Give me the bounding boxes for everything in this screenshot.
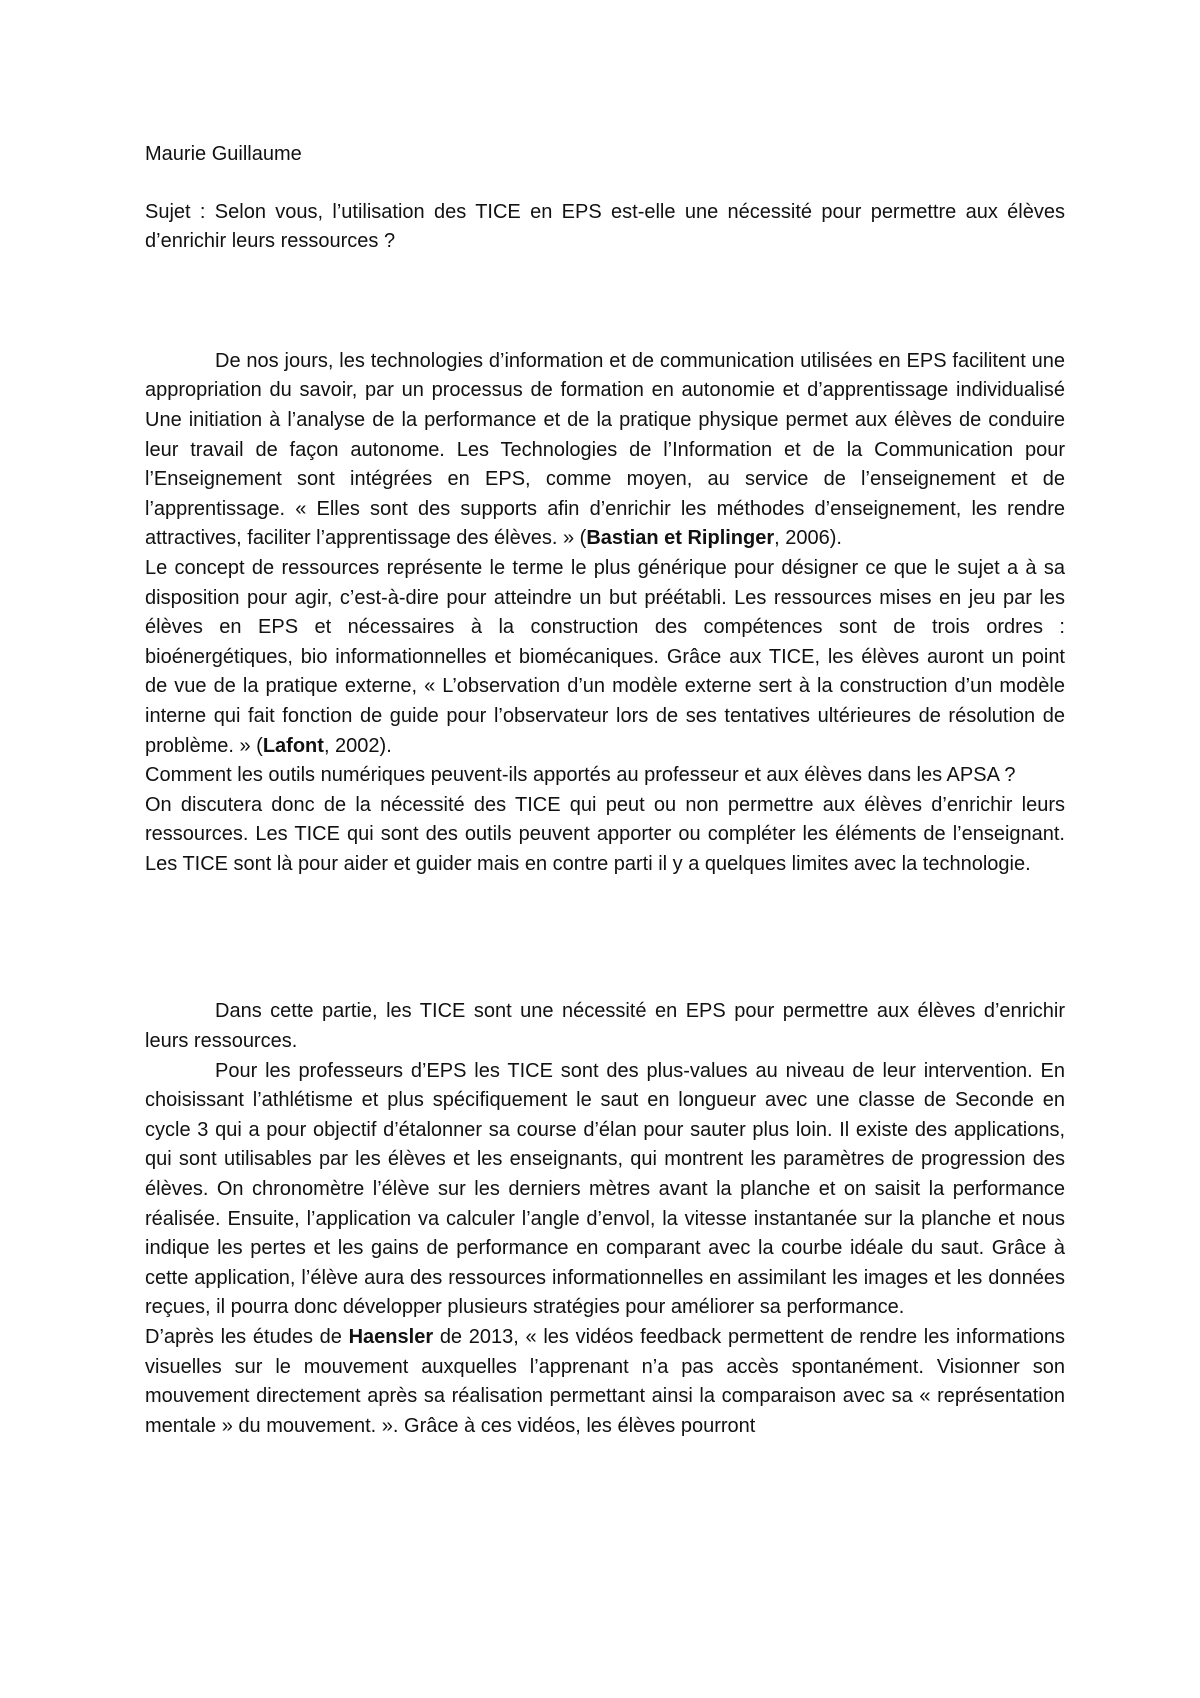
section-paragraph-haensler (145, 1323, 1065, 1441)
citation-lafont: Lafont (262, 734, 324, 757)
citation-bastian-riplinger: Bastian et Riplinger (586, 527, 775, 550)
spacer (145, 879, 1065, 997)
intro-text-2b: , 2002). (323, 734, 392, 757)
intro-announcement: On discutera donc de la nécessité des TICE qui peut ou non permettre aux élèves d’enrichir leurs ressources. Les TICE qui sont des outils peuvent apporter ou compléter les éléments de l’enseignant. Les TICE sont là pour aider et guider mais en contre parti il y a quelques limites avec la technologie. (145, 793, 1065, 875)
author-name: Maurie Guillaume (145, 143, 302, 165)
citation-haensler: Haensler (348, 1326, 434, 1348)
intro-problematic: Comment les outils numériques peuvent-ils apportés au professeur et aux élèves dans les APSA ? (145, 764, 1016, 787)
section-text-3a: D’après les études de (145, 1326, 349, 1348)
intro-paragraph-2 (145, 554, 1065, 761)
intro-text-1a: De nos jours, les technologies d’information et de communication utilisées en EPS facilitent une appropriation du savoir, par un processus de formation en autonomie et d’apprentissage individualisé Une initiation à l’analyse de la performance et de la pratique physique permet aux élèves de conduire leur travail de façon autonome. Les Technologies de l’Information et de la Communication pour l’Enseignement sont intégrées en EPS, comme moyen, au service de l’enseignement et de l’apprentissage. « Elles sont des supports afin d’enrichir les méthodes d’enseignement, les rendre attractives, faciliter l’apprentissage des élèves. » ( (145, 349, 1065, 550)
essay-subject: Sujet : Selon vous, l’utilisation des TICE en EPS est-elle une nécessité pour permettre aux élèves d’enrichir leurs ressources ? (145, 200, 1065, 253)
intro-paragraph-1 (145, 347, 1065, 554)
section-paragraph-teachers: Pour les professeurs d’EPS les TICE sont des plus-values au niveau de leur intervention. En choisissant l’athlétisme et plus spécifiquement le saut en longueur avec une classe de Seconde en cycle 3 qui a pour objectif d’étalonner sa course d’élan pour sauter plus loin. Il existe des applications, qui sont utilisables par les élèves et les enseignants, qui montrent les paramètres de progression des élèves. On chronomètre l’élève sur les derniers mètres avant la planche et on saisit la performance réalisée. Ensuite, l’application va calculer l’angle d’envol, la vitesse instantanée sur la planche et nous indique les pertes et les gains de performance en comparant avec la courbe idéale du saut. Grâce à cette application, l’élève aura des ressources informationnelles en assimilant les images et les données reçues, il pourra donc développer plusieurs stratégies pour améliorer sa performance. (145, 1059, 1065, 1319)
document-body (145, 140, 1065, 1441)
intro-text-1b: , 2006). (774, 527, 842, 550)
intro-text-2a: Le concept de ressources représente le terme le plus générique pour désigner ce que le sujet a à sa disposition pour agir, c’est-à-dire pour atteindre un but préétabli. Les ressources mises en jeu par les élèves en EPS et nécessaires à la construction des compétences sont de trois ordres : bioénergétiques, bio informationnelles et biomécaniques. Grâce aux TICE, les élèves auront un point de vue de la pratique externe, « L’observation d’un modèle externe sert à la construction d’un modèle interne qui fait fonction de guide pour l’observateur lors de ses tentatives ultérieures de résolution de problème. » ( (145, 556, 1065, 757)
section-text-3b: de 2013, « les vidéos feedback permettent de rendre les informations visuelles sur le mouvement auxquelles l’apprenant n’a pas accès spontanément. Visionner son mouvement directement après sa réalisation permettant ainsi la comparaison avec sa « représentation mentale » du mouvement. ». Grâce à ces vidéos, les élèves pourront (145, 1326, 1065, 1437)
section-intro-paragraph: Dans cette partie, les TICE sont une nécessité en EPS pour permettre aux élèves d’enrichir leurs ressources. (145, 1000, 1065, 1053)
spacer (145, 257, 1065, 347)
